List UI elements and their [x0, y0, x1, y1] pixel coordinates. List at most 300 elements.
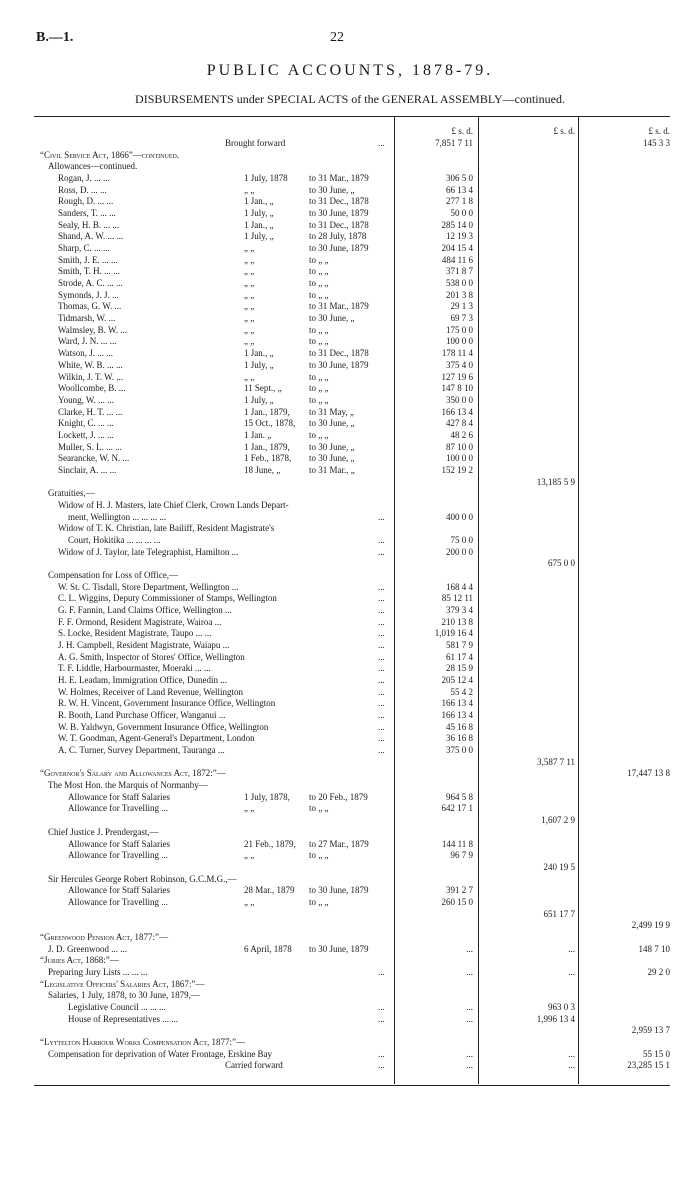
row-leader: ...	[378, 698, 385, 709]
table-row	[0, 698, 700, 709]
row-amount-col1: 375 4 0	[446, 359, 473, 370]
table-row	[0, 967, 700, 978]
row-description: Knight, C. ... ...	[58, 418, 114, 429]
table-row	[0, 605, 700, 616]
table-row	[0, 348, 700, 359]
row-date-from: 1 July, 1878,	[244, 791, 290, 802]
row-date-from: 1 Jan. „	[244, 429, 272, 440]
row-leader: ...	[378, 733, 385, 744]
table-row	[0, 488, 700, 499]
row-leader: ...	[378, 1001, 385, 1012]
row-amount-col1: 371 8 7	[446, 266, 473, 277]
row-description: Court, Hokitika ... ... ... ...	[68, 534, 161, 545]
row-amount-col2: ...	[568, 1060, 575, 1071]
row-description: Legislative Council ... ... ...	[68, 1001, 166, 1012]
row-date-to: to 30 June, „	[309, 184, 355, 195]
row-description: Allowance for Travelling ...	[68, 803, 168, 814]
row-date-to: to „ „	[309, 383, 329, 394]
table-row	[0, 243, 700, 254]
row-date-to: to 30 June, 1879	[309, 243, 369, 254]
table-row	[0, 1037, 700, 1048]
row-amount-col3: 2,499 19 9	[631, 920, 670, 931]
row-amount-col1: 581 7 9	[446, 640, 473, 651]
row-amount-col3: 148 7 10	[638, 943, 670, 954]
row-amount-col1: 484 11 6	[441, 254, 473, 265]
table-row	[0, 780, 700, 791]
table-row	[0, 185, 700, 196]
row-description: Clarke, H. T. ... ...	[58, 406, 123, 417]
column-header: £ s. d.	[451, 126, 473, 136]
row-amount-col1: 50 0 0	[450, 208, 473, 219]
table-row	[0, 675, 700, 686]
row-date-from: „ „	[244, 289, 255, 300]
row-date-to: to „ „	[309, 278, 329, 289]
row-date-to: to 31 Dec., 1878	[309, 348, 369, 359]
row-date-from: „ „	[244, 184, 255, 195]
row-amount-col1: 427 8 4	[446, 418, 473, 429]
row-description: Brought forward	[225, 138, 286, 148]
table-row	[0, 150, 700, 161]
page-number: 22	[330, 30, 344, 45]
column-header: £ s. d.	[553, 126, 575, 136]
row-description: T. F. Liddle, Harbourmaster, Moeraki ... ...	[58, 663, 211, 674]
table-row	[0, 885, 700, 896]
row-amount-col2: 963 0 3	[548, 1001, 575, 1012]
row-date-from: „ „	[244, 278, 255, 289]
row-description: J. H. Campbell, Resident Magistrate, Waiapu ...	[58, 640, 230, 651]
table-row	[0, 897, 700, 908]
row-description: Widow of J. Taylor, late Telegraphist, Hamilton ...	[58, 546, 239, 557]
row-description: Compensation for deprivation of Water Frontage, Erskine Bay	[48, 1048, 273, 1059]
row-date-to: to 27 Mar., 1879	[309, 838, 369, 849]
row-leader: ...	[378, 546, 385, 557]
table-row	[0, 757, 700, 768]
row-description: Compensation for Loss of Office,—	[48, 569, 179, 580]
row-amount-col1: 201 3 8	[446, 289, 473, 300]
row-description: A. G. Smith, Inspector of Stores' Office, Wellington	[58, 651, 245, 662]
row-date-from: „ „	[244, 313, 255, 324]
row-description: “Lyttelton Harbour Works Compensation Act, 1877:”—	[40, 1036, 246, 1047]
row-description: The Most Hon. the Marquis of Normanby—	[48, 780, 208, 791]
row-amount-col1: 147 8 10	[441, 383, 473, 394]
row-date-to: to „ „	[309, 394, 329, 405]
table-row	[0, 920, 700, 931]
row-date-to: to „ „	[309, 254, 329, 265]
row-amount-col1: 66 13 4	[446, 184, 473, 195]
row-leader: ...	[378, 616, 385, 627]
table-row	[0, 138, 700, 149]
table-row	[0, 768, 700, 779]
table-row	[0, 827, 700, 838]
row-description: Chief Justice J. Prendergast,—	[48, 826, 159, 837]
row-description: Muller, S. L. ... ...	[58, 441, 122, 452]
row-description: Sealy, H. B. ... ...	[58, 219, 120, 230]
row-description: R. W. H. Vincent, Government Insurance Office, Wellington	[58, 698, 276, 709]
row-date-from: 1 Jan., „	[244, 196, 274, 207]
row-amount-col1: ...	[466, 966, 473, 977]
table-row	[0, 909, 700, 920]
table-row	[0, 465, 700, 476]
table-row	[0, 255, 700, 266]
row-amount-col1: 375 0 0	[446, 745, 473, 756]
row-amount-col1: 964 5 8	[446, 791, 473, 802]
table-row	[0, 687, 700, 698]
row-date-to: to 20 Feb., 1879	[309, 791, 368, 802]
row-description: J. D. Greenwood ... ...	[48, 943, 127, 954]
row-date-to: to 30 June, „	[309, 313, 355, 324]
row-amount-col1: 400 0 0	[446, 511, 473, 522]
row-amount-col1: 166 13 4	[441, 406, 473, 417]
column-header: £ s. d.	[648, 126, 670, 136]
row-description: Ross, D. ... ...	[58, 184, 107, 195]
row-description: ment, Wellington ... ... ... ...	[68, 511, 167, 522]
table-row	[0, 593, 700, 604]
table-row	[0, 290, 700, 301]
row-amount-col1: 7,851 7 11	[435, 138, 473, 148]
row-description: Allowances—continued.	[48, 161, 138, 172]
row-leader: ...	[378, 138, 385, 148]
row-description: Young, W. ... ...	[58, 394, 114, 405]
row-leader: ...	[378, 675, 385, 686]
table-row	[0, 325, 700, 336]
row-description: Sharp, C. ... ...	[58, 243, 110, 254]
row-amount-col2: 13,185 5 9	[536, 476, 575, 487]
table-row	[0, 839, 700, 850]
table-row	[0, 874, 700, 885]
row-amount-col1: 96 7 9	[450, 850, 473, 861]
row-amount-col1: ...	[466, 1060, 473, 1071]
row-amount-col1: 55 4 2	[450, 686, 473, 697]
row-date-to: to 31 Dec., 1878	[309, 219, 369, 230]
row-date-to: to „ „	[309, 803, 329, 814]
table-row	[0, 640, 700, 651]
table-row	[0, 161, 700, 172]
row-leader: ...	[378, 511, 385, 522]
row-date-from: 15 Oct., 1878,	[244, 418, 296, 429]
table-row	[0, 710, 700, 721]
row-description: Watson, J. ... ...	[58, 348, 114, 359]
row-description: Tidmarsh, W. ...	[58, 313, 116, 324]
row-amount-col2: ...	[568, 1048, 575, 1059]
row-amount-col2: 3,587 7 11	[537, 756, 575, 767]
table-row	[0, 617, 700, 628]
table-row	[0, 313, 700, 324]
row-leader: ...	[378, 710, 385, 721]
row-date-from: „ „	[244, 243, 255, 254]
row-date-from: 1 July, „	[244, 231, 274, 242]
table-row	[0, 383, 700, 394]
row-amount-col3: 17,447 13 8	[627, 768, 670, 779]
table-row	[0, 745, 700, 756]
row-description: W. B. Yaldwyn, Government Insurance Office, Wellington	[58, 721, 269, 732]
row-leader: ...	[378, 686, 385, 697]
row-leader: ...	[378, 581, 385, 592]
row-leader: ...	[378, 663, 385, 674]
row-amount-col1: 85 12 11	[441, 593, 473, 604]
row-amount-col1: 100 0 0	[446, 453, 473, 464]
row-amount-col1: 205 12 4	[441, 675, 473, 686]
row-amount-col1: 175 0 0	[446, 324, 473, 335]
row-amount-col2: 651 17 7	[543, 908, 575, 919]
table-row	[0, 582, 700, 593]
row-date-from: „ „	[244, 850, 255, 861]
row-date-to: to „ „	[309, 371, 329, 382]
row-description: “Juries Act, 1868:”—	[40, 955, 119, 966]
row-amount-col1: 178 11 4	[441, 348, 473, 359]
row-date-to: to 30 June, 1879	[309, 943, 369, 954]
row-amount-col3: 29 2 0	[647, 966, 670, 977]
row-date-to: to 30 June, „	[309, 453, 355, 464]
row-date-to: to 30 June, 1879	[309, 885, 369, 896]
row-description: Gratuities,—	[48, 488, 95, 499]
table-row	[0, 733, 700, 744]
row-amount-col1: 204 15 4	[441, 243, 473, 254]
row-amount-col1: 152 19 2	[441, 464, 473, 475]
row-amount-col1: 69 7 3	[450, 313, 473, 324]
row-amount-col1: 1,019 16 4	[434, 628, 473, 639]
table-row	[0, 360, 700, 371]
row-amount-col1: 29 1 3	[450, 301, 473, 312]
row-date-to: to „ „	[309, 850, 329, 861]
row-description: Salaries, 1 July, 1878, to 30 June, 1879,—	[48, 990, 200, 1001]
table-row	[0, 418, 700, 429]
row-description: Allowance for Staff Salaries	[68, 885, 171, 896]
row-amount-col1: ...	[466, 1001, 473, 1012]
row-date-from: „ „	[244, 371, 255, 382]
row-leader: ...	[378, 534, 385, 545]
row-description: White, W. B. ... ...	[58, 359, 123, 370]
table-row	[0, 803, 700, 814]
row-amount-col1: 391 2 7	[446, 885, 473, 896]
row-description: Walmsley, B. W. ...	[58, 324, 127, 335]
row-date-to: to „ „	[309, 429, 329, 440]
row-description: Rough, D. ... ...	[58, 196, 114, 207]
row-date-from: 1 Jan., 1879,	[244, 441, 290, 452]
row-description: Preparing Jury Lists ... ... ...	[48, 966, 148, 977]
table-row	[0, 558, 700, 569]
row-description: W. St. C. Tisdall, Store Department, Wellington ...	[58, 581, 239, 592]
table-row	[0, 523, 700, 534]
row-amount-col1: 260 15 0	[441, 896, 473, 907]
row-amount-col1: 210 13 8	[441, 616, 473, 627]
row-description: Thomas, G. W. ...	[58, 301, 122, 312]
table-row	[0, 979, 700, 990]
row-date-to: to 31 May, „	[309, 406, 354, 417]
table-row	[0, 442, 700, 453]
row-description: Allowance for Travelling ...	[68, 850, 168, 861]
table-row	[0, 336, 700, 347]
row-description: Smith, J. E. ... ...	[58, 254, 118, 265]
row-leader: ...	[378, 593, 385, 604]
row-description: S. Locke, Resident Magistrate, Taupo ... ...	[58, 628, 212, 639]
table-row	[0, 792, 700, 803]
table-row	[0, 266, 700, 277]
row-amount-col2: 675 0 0	[548, 558, 575, 569]
row-description: H. E. Leadam, Immigration Office, Dunedin ...	[58, 675, 228, 686]
row-amount-col1: 166 13 4	[441, 698, 473, 709]
table-row	[0, 663, 700, 674]
row-description: Sanders, T. ... ...	[58, 208, 116, 219]
row-date-to: to „ „	[309, 336, 329, 347]
row-leader: ...	[378, 628, 385, 639]
row-date-from: „ „	[244, 336, 255, 347]
row-amount-col2: 1,607 2 9	[541, 815, 575, 826]
table-row	[0, 453, 700, 464]
row-description: Shand, A. W. ... ...	[58, 231, 124, 242]
row-date-to: to 31 Mar., 1879	[309, 173, 369, 184]
table-row	[0, 652, 700, 663]
row-amount-col1: 36 16 8	[446, 733, 473, 744]
row-date-from: 21 Feb., 1879,	[244, 838, 296, 849]
row-date-to: to 30 June, 1879	[309, 359, 369, 370]
row-description: Ward, J. N. ... ...	[58, 336, 117, 347]
row-description: “Governor's Salary and Allowances Act, 1872:”—	[40, 768, 226, 779]
table-row	[0, 1049, 700, 1060]
row-date-from: 6 April, 1878	[244, 943, 292, 954]
table-row	[0, 512, 700, 523]
row-amount-col1: 61 17 4	[446, 651, 473, 662]
table-row	[0, 862, 700, 873]
row-date-to: to 31 Mar., 1879	[309, 301, 369, 312]
row-amount-col1: ...	[466, 943, 473, 954]
table-row	[0, 477, 700, 488]
table-row	[0, 1060, 700, 1071]
page-subtitle: DISBURSEMENTS under SPECIAL ACTS of the GENERAL ASSEMBLY—continued.	[135, 92, 565, 106]
row-date-from: 1 July, „	[244, 208, 274, 219]
row-amount-col1: 45 16 8	[446, 721, 473, 732]
row-description: Widow of H. J. Masters, late Chief Clerk, Crown Lands Depart-	[58, 499, 289, 510]
table-row	[0, 990, 700, 1001]
row-date-from: 1 July, „	[244, 394, 274, 405]
table-row	[0, 815, 700, 826]
row-date-to: to „ „	[309, 289, 329, 300]
row-description: Woollcombe, B. ...	[58, 383, 126, 394]
row-date-from: 18 June, „	[244, 464, 281, 475]
row-leader: ...	[378, 1048, 385, 1059]
row-description: Searancke, W. N. ...	[58, 453, 130, 464]
row-amount-col1: 538 0 0	[446, 278, 473, 289]
row-amount-col3: 145 3 3	[643, 138, 670, 148]
row-leader: ...	[378, 745, 385, 756]
table-row	[0, 850, 700, 861]
row-date-from: 1 Feb., 1878,	[244, 453, 292, 464]
row-amount-col2: 240 19 5	[543, 861, 575, 872]
row-description: Widow of T. K. Christian, late Bailiff, Resident Magistrate's	[58, 523, 275, 534]
row-leader: ...	[378, 651, 385, 662]
row-amount-col2: ...	[568, 966, 575, 977]
table-row	[0, 430, 700, 441]
row-description: Strode, A. C. ... ...	[58, 278, 123, 289]
row-date-to: to 31 Dec., 1878	[309, 196, 369, 207]
row-amount-col1: 87 10 0	[446, 441, 473, 452]
row-leader: ...	[378, 1060, 385, 1071]
row-description: Carried forward	[225, 1060, 283, 1071]
row-description: Allowance for Staff Salaries	[68, 791, 171, 802]
row-date-to: to „ „	[309, 266, 329, 277]
table-row	[0, 1014, 700, 1025]
row-date-to: to 30 June, „	[309, 418, 355, 429]
row-amount-col1: 48 2 6	[450, 429, 473, 440]
row-description: Smith, T. H. ... ...	[58, 266, 120, 277]
row-description: Allowance for Staff Salaries	[68, 838, 171, 849]
row-amount-col1: 166 13 4	[441, 710, 473, 721]
table-row	[0, 1002, 700, 1013]
row-description: C. L. Wiggins, Deputy Commissioner of Stamps, Wellington	[58, 593, 277, 604]
row-date-from: „ „	[244, 254, 255, 265]
table-row	[0, 535, 700, 546]
page-code: B.—1.	[36, 30, 74, 45]
row-date-from: „ „	[244, 803, 255, 814]
row-date-from: 1 Jan., 1879,	[244, 406, 290, 417]
table-row	[0, 932, 700, 943]
row-amount-col1: 144 11 8	[441, 838, 473, 849]
row-amount-col3: 23,285 15 1	[627, 1060, 670, 1071]
row-description: “Legislative Officers' Salaries Act, 1867:”—	[40, 978, 205, 989]
row-amount-col1: 28 15 9	[446, 663, 473, 674]
row-description: Allowance for Travelling ...	[68, 896, 168, 907]
table-row	[0, 407, 700, 418]
page-title: PUBLIC ACCOUNTS, 1878-79.	[206, 62, 494, 79]
row-description: A. C. Turner, Survey Department, Tauranga ...	[58, 745, 225, 756]
row-date-from: „ „	[244, 896, 255, 907]
row-amount-col1: 379 3 4	[446, 605, 473, 615]
row-date-to: to „ „	[309, 896, 329, 907]
table-row	[0, 500, 700, 511]
row-amount-col1: 642 17 1	[441, 803, 473, 814]
row-leader: ...	[378, 1013, 385, 1024]
row-amount-col1: 350 0 0	[446, 394, 473, 405]
row-description: Rogan, J. ... ...	[58, 173, 110, 184]
table-row	[0, 395, 700, 406]
row-description: “Greenwood Pension Act, 1877:”—	[40, 931, 168, 942]
table-row	[0, 955, 700, 966]
row-amount-col2: ...	[568, 943, 575, 954]
row-date-to: to „ „	[309, 324, 329, 335]
row-description: Wilkin, J. T. W. ...	[58, 371, 124, 382]
table-row	[0, 208, 700, 219]
row-description: Symonds, J. J. ...	[58, 289, 119, 300]
row-amount-col1: 168 4 4	[446, 581, 473, 592]
row-description: Lockett, J. ... ...	[58, 429, 114, 440]
row-description: W. Holmes, Receiver of Land Revenue, Wellington	[58, 686, 243, 697]
row-date-from: 1 Jan., „	[244, 219, 274, 230]
table-row	[0, 628, 700, 639]
row-leader: ...	[378, 605, 385, 615]
row-date-to: to 30 June, „	[309, 441, 355, 452]
row-date-from: 1 July, „	[244, 359, 274, 370]
row-description: House of Representatives ... ...	[68, 1013, 178, 1024]
row-amount-col1: 75 0 0	[450, 534, 473, 545]
row-amount-col1: ...	[466, 1013, 473, 1024]
row-amount-col1: 277 1 8	[446, 196, 473, 207]
row-leader: ...	[378, 640, 385, 651]
row-date-from: 1 July, 1878	[244, 173, 288, 184]
table-row	[0, 301, 700, 312]
row-description: Sinclair, A. ... ...	[58, 464, 117, 475]
table-row	[0, 173, 700, 184]
row-amount-col2: 1,996 13 4	[536, 1013, 575, 1024]
table-row	[0, 231, 700, 242]
row-date-from: 1 Jan., „	[244, 348, 274, 359]
row-date-from: „ „	[244, 324, 255, 335]
row-amount-col1: 100 0 0	[446, 336, 473, 347]
row-amount-col1: 306 5 0	[446, 173, 473, 184]
row-amount-col3: 55 15 0	[643, 1048, 670, 1059]
row-description: “Civil Service Act, 1866”—continued.	[40, 149, 180, 160]
row-amount-col1: 285 14 0	[441, 219, 473, 230]
row-description: R. Booth, Land Purchase Officer, Wanganui ...	[58, 710, 226, 721]
table-row	[0, 547, 700, 558]
